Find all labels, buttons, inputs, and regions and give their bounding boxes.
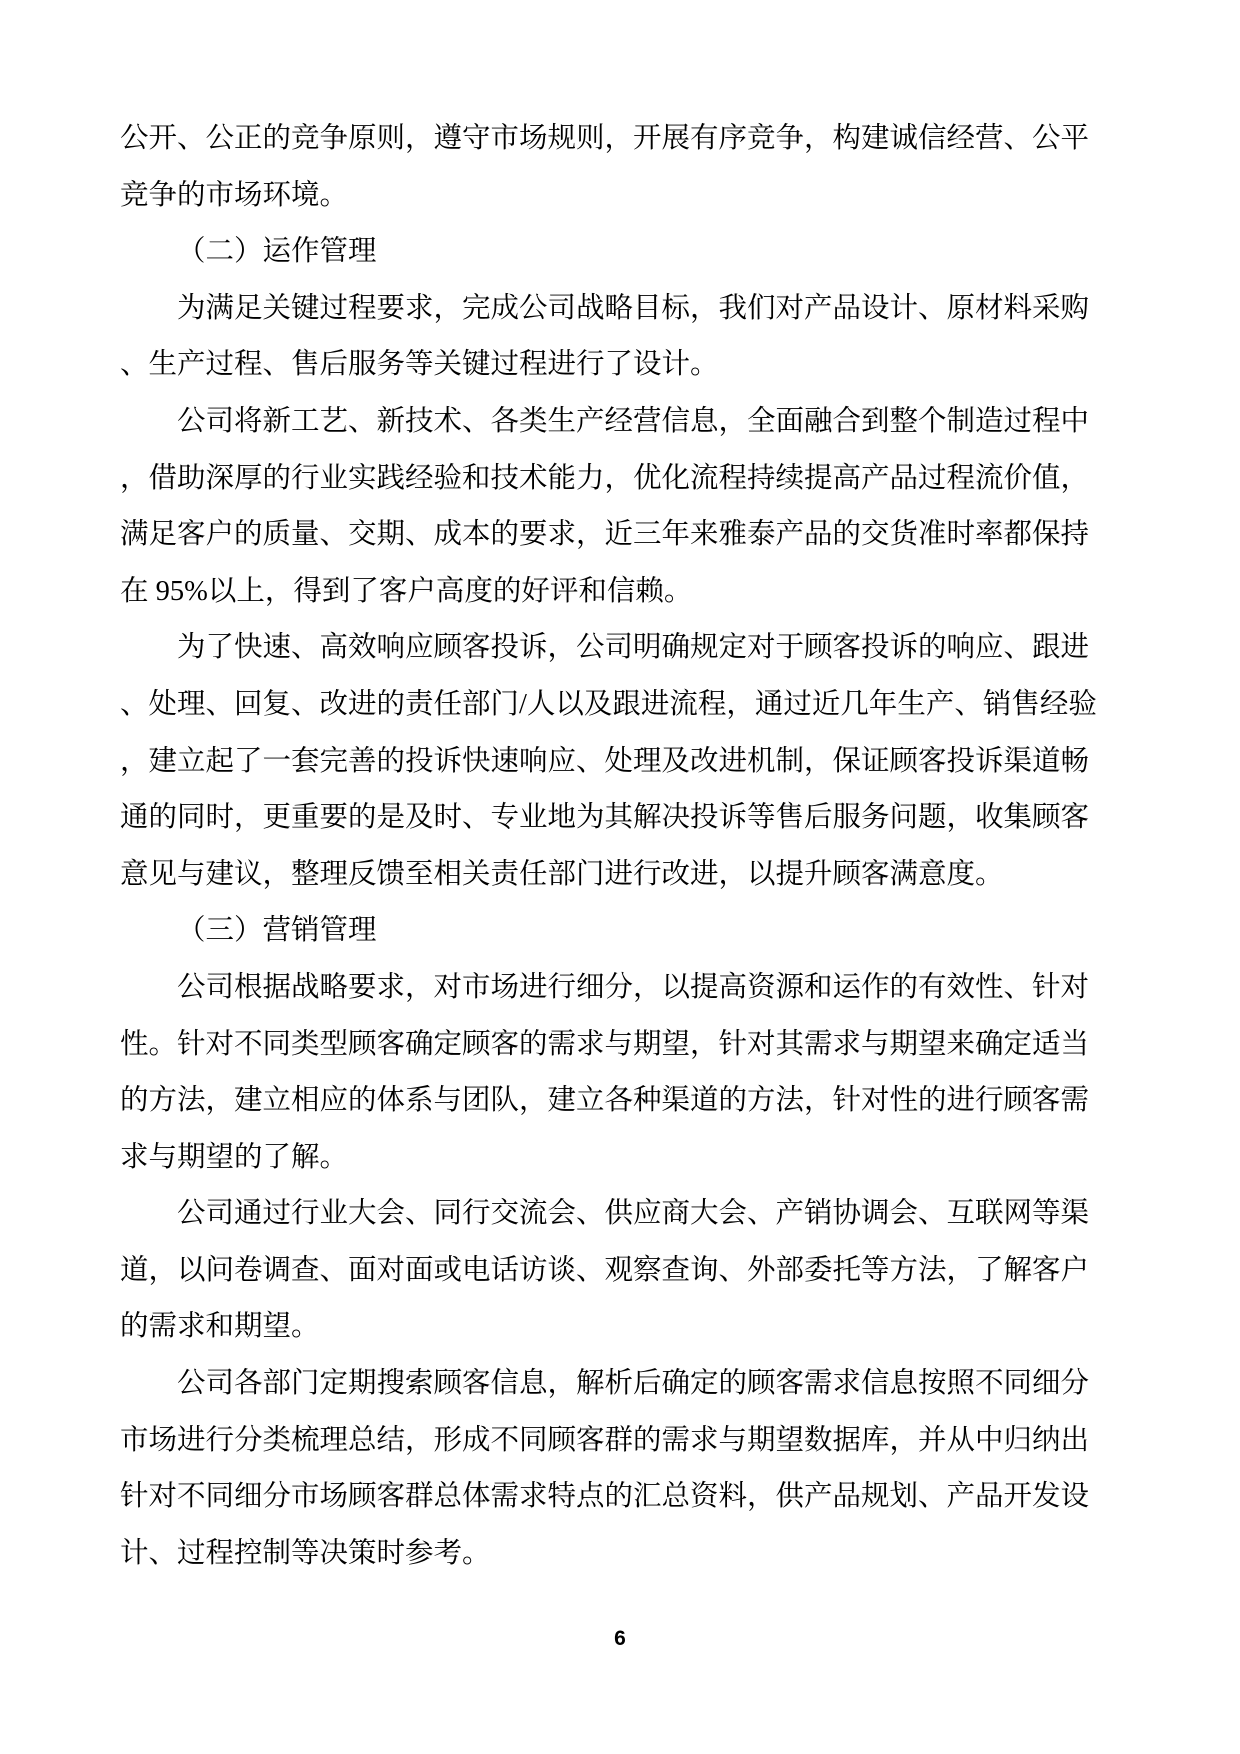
text-line: 通的同时，更重要的是及时、专业地为其解决投诉等售后服务问题，收集顾客 xyxy=(120,802,1090,834)
text-line: 市场进行分类梳理总结，形成不同顾客群的需求与期望数据库，并从中归纳出 xyxy=(120,1424,1090,1456)
text-line: 性。针对不同类型顾客确定顾客的需求与期望，针对其需求与期望来确定适当 xyxy=(120,1028,1090,1060)
section-heading: （三）营销管理 xyxy=(177,915,377,947)
text-line: 公开、公正的竞争原则，遵守市场规则，开展有序竞争，构建诚信经营、公平 xyxy=(120,123,1090,154)
text-line: ，建立起了一套完善的投诉快速响应、处理及改进机制，保证顾客投诉渠道畅 xyxy=(120,745,1090,777)
text-line: 在 95%以上，得到了客户高度的好评和信赖。 xyxy=(120,575,693,607)
document-body xyxy=(120,111,1190,1582)
text-line: 满足客户的质量、交期、成本的要求，近三年来雅泰产品的交货准时率都保持 xyxy=(120,519,1090,551)
text-line: 针对不同细分市场顾客群总体需求特点的汇总资料，供产品规划、产品开发设 xyxy=(120,1481,1090,1513)
text-line: 求与期望的了解。 xyxy=(120,1141,349,1173)
text-line: ，借助深厚的行业实践经验和技术能力，优化流程持续提高产品过程流价值， xyxy=(120,462,1090,494)
text-line: 、处理、回复、改进的责任部门/人以及跟进流程，通过近几年生产、销售经验 xyxy=(120,688,1097,720)
text-line: 公司通过行业大会、同行交流会、供应商大会、产销协调会、互联网等渠 xyxy=(177,1198,1090,1230)
text-line: 为满足关键过程要求，完成公司战略目标，我们对产品设计、原材料采购 xyxy=(177,292,1090,324)
text-line: 意见与建议，整理反馈至相关责任部门进行改进，以提升顾客满意度。 xyxy=(120,858,1004,890)
text-line: 道，以问卷调查、面对面或电话访谈、观察查询、外部委托等方法，了解客户 xyxy=(120,1254,1090,1286)
text-line: 公司各部门定期搜索顾客信息，解析后确定的顾客需求信息按照不同细分 xyxy=(177,1368,1090,1400)
text-line: 公司将新工艺、新技术、各类生产经营信息，全面融合到整个制造过程中 xyxy=(177,405,1090,437)
text-line: 的需求和期望。 xyxy=(120,1311,320,1343)
section-heading: （二）运作管理 xyxy=(177,236,377,268)
text-line: 公司根据战略要求，对市场进行细分，以提高资源和运作的有效性、针对 xyxy=(177,971,1090,1003)
text-line: 为了快速、高效响应顾客投诉，公司明确规定对于顾客投诉的响应、跟进 xyxy=(177,632,1090,664)
text-line: 的方法，建立相应的体系与团队，建立各种渠道的方法，针对性的进行顾客需 xyxy=(120,1085,1090,1117)
text-line: 计、过程控制等决策时参考。 xyxy=(120,1537,491,1569)
page-number: 6 xyxy=(614,1627,626,1650)
text-line: 竞争的市场环境。 xyxy=(120,179,349,211)
text-line: 、生产过程、售后服务等关键过程进行了设计。 xyxy=(120,349,719,381)
